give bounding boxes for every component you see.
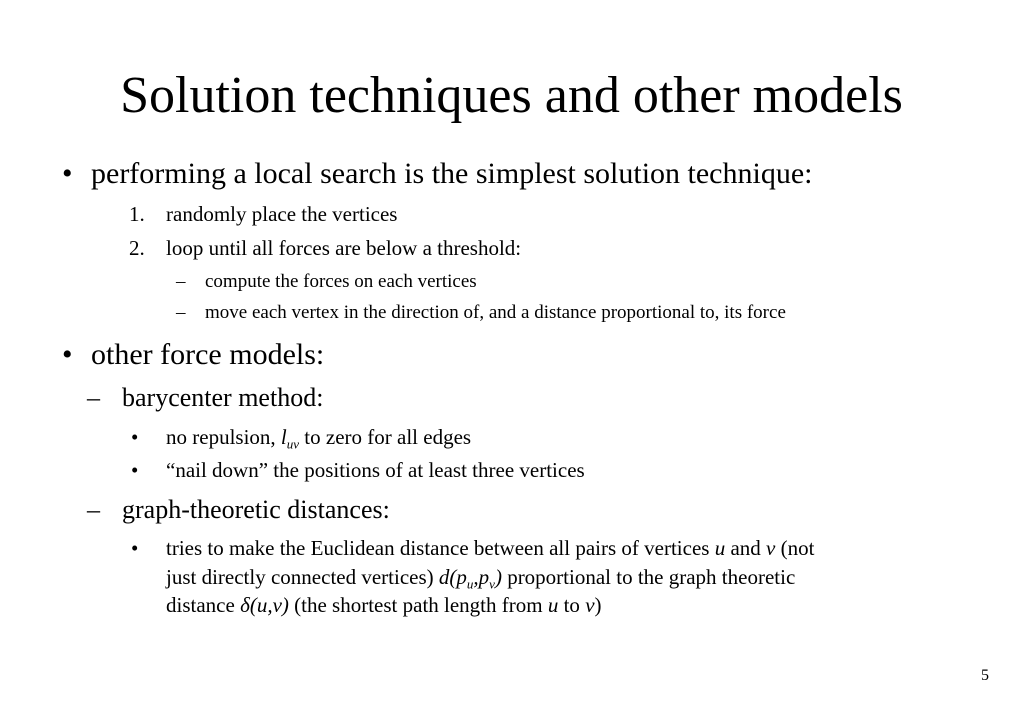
dash-marker: – (176, 302, 186, 323)
sub-compute-forces: compute the forces on each vertices (205, 271, 477, 292)
bullet-marker: • (62, 338, 73, 371)
math-delta: δ (240, 593, 250, 617)
item-no-repulsion: no repulsion, $l_{uv}$ to zero for all edges (166, 425, 472, 452)
bullet-marker: • (131, 536, 139, 560)
step-marker: 1. (129, 202, 145, 226)
dash-marker: – (87, 495, 100, 524)
barycenter-method: barycenter method: (122, 383, 324, 412)
item-tries-line-2: just directly connected vertices) $d(p_u,p_v)$ proportional to the graph theoretic (166, 565, 796, 592)
page-number: 5 (981, 667, 989, 684)
sub-move-vertex: move each vertex in the direction of, and a distance proportional to, its force (205, 302, 786, 323)
step-randomly-place: randomly place the vertices (166, 202, 398, 226)
dash-marker: – (87, 383, 100, 412)
graph-theoretic-distances: graph-theoretic distances: (122, 495, 390, 524)
bullet-other-force-models: other force models: (91, 338, 325, 371)
item-tries-line-1: tries to make the Euclidean distance between all pairs of vertices u and v (not (166, 536, 815, 560)
step-marker: 2. (129, 236, 145, 260)
bullet-marker: • (131, 458, 139, 482)
bullet-local-search: performing a local search is the simplest solution technique: (91, 157, 813, 190)
item-nail-down: “nail down” the positions of at least three vertices (166, 458, 585, 482)
slide-title: Solution techniques and other models (120, 67, 903, 124)
bullet-marker: • (131, 425, 139, 449)
item-tries-line-3: distance δ(u,v) (the shortest path length from u to v) (166, 593, 602, 617)
math-l: l (280, 425, 287, 449)
bullet-marker: • (62, 157, 73, 190)
step-loop-until: loop until all forces are below a threshold: (166, 236, 522, 260)
dash-marker: – (176, 271, 186, 292)
math-sub-uv: uv (286, 436, 300, 452)
